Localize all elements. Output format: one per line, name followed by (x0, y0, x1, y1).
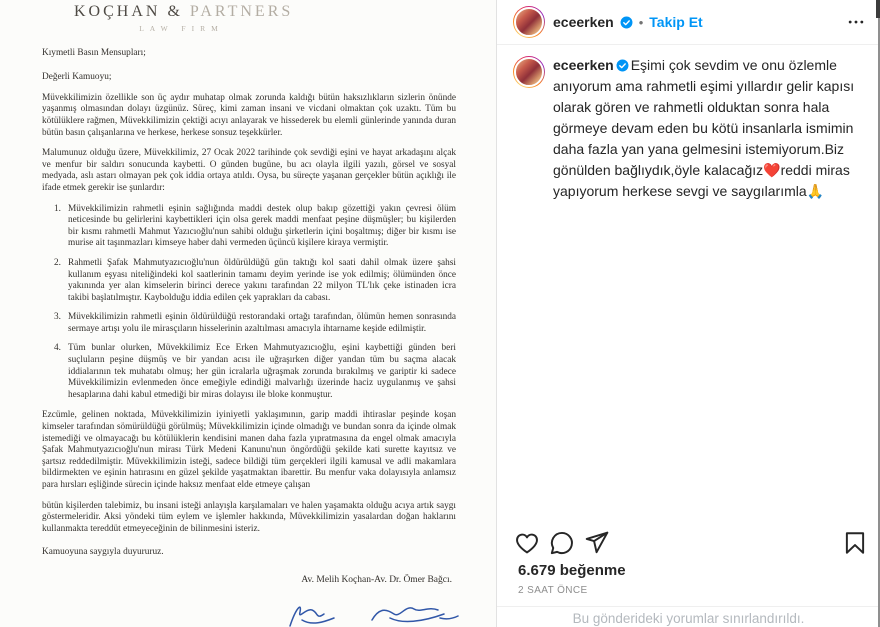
post-details-panel (497, 0, 880, 627)
list-item-text: Tüm bunlar olurken, Müvekkilimiz Ece Erken Mahmutyazıcıoğlu, eşini kaybettiği günden beri suçluların peşine düşmüş ve bir yandan acısı ile uğraşırken diğer yandan tüm bu saçma alacak iddialarının tek muhatabı olmuş; her gün icralarla uğraşmak zorunda bırakılmış ve gariptir ki sadece Müvekkilimizin evlenmeden önce emeğiyle edindiği malvarlığı üzerinde haciz uygulanmış ve şahsi hesaplarına dahi kabul etmediği bir miras dolayısı ile bloke konmuştur. (68, 343, 456, 400)
letter-signoff: Kamuoyuna saygıyla duyururuz. (42, 547, 164, 558)
letter-paragraph: Malumunuz olduğu üzere, Müvekkilimiz, 27 Ocak 2022 tarihinde çok sevdiği eşini ve hayat arkadaşını alçak ve menfur bir saldırı sonucunda kaybetti. O günden bugüne, bu acı olayla ilgili yazılı, görsel ve sosyal medyada, aslı astarı olmayan pek çok iddia ortaya atıldı. Oysa, bu süreçte yaşanan gerçekler bütün açıklığı ile ifade etmek gerekir ise şunlardır: (42, 148, 456, 193)
letter-paragraph: bütün kişilerden talebimiz, bu insani isteği anlayışla karşılamaları ve halen yaşamakta olduğu acıya artık saygı göstermeleridir. Aksi yöndeki tüm eylem ve işlemler hakkında, Müvekkilimizin yasalardan doğan haklarını kullanmakta tereddüt etmeyeceğinin de bilinmesini isteriz. (42, 500, 456, 534)
verified-badge-icon (620, 16, 633, 29)
comments-restricted-notice: Bu gönderideki yorumlar sınırlandırıldı. (572, 611, 805, 626)
likes-count[interactable]: 6.679 beğenme (518, 562, 626, 579)
list-item (42, 258, 456, 304)
list-item-number: 3. (54, 312, 61, 323)
list-item-number: 1. (54, 203, 61, 214)
list-item (42, 312, 456, 335)
letter-paragraph: Müvekkilimizin özellikle son üç aydır muhatap olmak zorunda kaldığı bütün haksızlıkların sizlerin önünde yaşanmış olmasından dolayı üzgünüz. Süreç, kimi zaman insani ve vicdani olmaktan çok uzaktı. Tüm bu kötülüklere rağmen, Müvekkilimizin çektiği acıyı anlayarak ve hissederek bu elemli günlerinde yanında duran bütün basın çalışanlarına ve herkese, herkese sonsuz teşekkürler. (42, 92, 456, 138)
law-firm-name-dark: KOÇHAN & (74, 3, 183, 20)
more-options-icon[interactable] (846, 12, 866, 32)
post-timestamp[interactable]: 2 SAAT ÖNCE (518, 585, 588, 596)
story-ring[interactable] (513, 56, 545, 88)
heart-icon[interactable] (514, 530, 540, 556)
handwritten-signatures (272, 594, 462, 627)
avatar[interactable] (514, 57, 544, 87)
post-caption (553, 55, 867, 202)
comment-icon[interactable] (549, 530, 575, 556)
law-firm-name-faded: PARTNERS (189, 3, 294, 20)
law-firm-name (74, 3, 294, 20)
salutation-public: Değerli Kamuoyu; (42, 72, 112, 83)
avatar[interactable] (514, 7, 544, 37)
list-item-number: 2. (54, 257, 61, 268)
separator-dot: • (638, 14, 644, 30)
signature-stroke (290, 607, 334, 626)
share-icon[interactable] (584, 530, 610, 556)
letter-paragraph: Ezcümle, gelinen noktada, Müvekkilimizin iyiniyetli yaklaşımının, garip maddi ihtiraslar peşinde koşan kimseler tarafından sömürüldüğü görülmüş; Müvekkilimizin içinde olmadığı ve bundan sonra da içinde olmak istemediği ve olmayacağı bu kötülüklerin kendisini manen daha fazla yıpratmasına da engel olmak amacıyla Şafak Mahmutyazıcıoğlu'nun mirası Türk Medeni Kanunu'nun öngördüğü şekilde kati surette kayıtsız ve şartsız reddedilmiştir. Müvekkilimizin isteği, sadece bildiği tüm gerçekleri ilgili kamusal ve adli makamlara bildirmekten ve eşinin hatırasını en güzel şekilde yaşatmaktan ibarettir. Bu menfur vaka dolayısıyla anlamsız para hırsları eşliğinde sürecin içinde haksız menfaat elde etmeye çalışan (42, 410, 456, 490)
list-item (42, 343, 456, 401)
list-item-text: Rahmetli Şafak Mahmutyazıcıoğlu'nun öldürüldüğü gün taktığı kol saati dahil olmak üzere şahsi kullanım eşyası niteliğindeki kol saatlerinin tamamı deyim yerinde ise yok edilmiş; ölümünden önce yakınında yer alan kimselerin birinci derece yakını tarafından 22 milyon TL'lık çeke istinaden icra takibi başlatılmıştır. Kaybolduğu iddia edilen çek yaprakları da cabası. (68, 257, 456, 303)
verified-badge-icon (616, 59, 629, 72)
law-firm-subtitle: LAW FIRM (139, 24, 224, 33)
signature-stroke (372, 608, 458, 622)
list-item-text: Müvekkilimizin rahmetli eşinin sağlığında maddi destek olup bakıp gözettiği yakın çevresi ölüm neticesinde bu gelirlerini kaybettikleri için olsa gerek maddi menfaat peşine düşmüşler; bu kişilerden bir kısmı rahmetli Mahmut Yazıcıoğlu'nun sahibi olduğu şirketlerin içini boşaltmış; diğer bir kısmı ise murise ait taşınmazları kimseye haber dahi vermeden üçüncü kişilere kiraya vermiştir. (68, 203, 456, 249)
story-ring[interactable] (513, 6, 545, 38)
scrollbar-thumb[interactable] (876, 0, 880, 18)
list-item-number: 4. (54, 343, 61, 354)
username-link[interactable]: eceerken (553, 14, 614, 30)
caption-username[interactable]: eceerken (553, 57, 614, 73)
follow-button[interactable]: Takip Et (649, 14, 703, 30)
list-item-text: Müvekkilimizin rahmetli eşinin öldürüldüğü restorandaki ortağı tarafından, ölümün hemen sonrasında sermaye artışı yolu ile mirasçıların hisselerinin azaltılması amacıyla ihtarname keşide edilmiştir. (68, 312, 456, 334)
caption-text: Eşimi çok sevdim ve onu özlemle anıyorum ama rahmetli eşimi yıllardır gelir kapısı olarak gören ve rahmetli olduktan sonra hala görmeye devam eden bu kötü insanlarla ismimin daha fazla yan yana gelmesini istemiyorum.Biz gönülden bağlıydık,öyle kalacağız❤️reddi miras yapıyorum herkese sevgi ve saygılarımla🙏 (553, 57, 855, 199)
legal-letter-document (42, 3, 456, 587)
list-item (42, 204, 456, 250)
divider (497, 606, 880, 607)
bookmark-icon[interactable] (842, 530, 868, 556)
post-header (497, 0, 880, 45)
letter-numbered-list (42, 204, 456, 402)
salutation-press: Kıymetli Basın Mensupları; (42, 47, 146, 58)
law-firm-letterhead (74, 3, 294, 35)
action-bar (497, 530, 880, 560)
lawyer-names: Av. Melih Koçhan-Av. Dr. Ömer Bağcı. (301, 574, 452, 585)
